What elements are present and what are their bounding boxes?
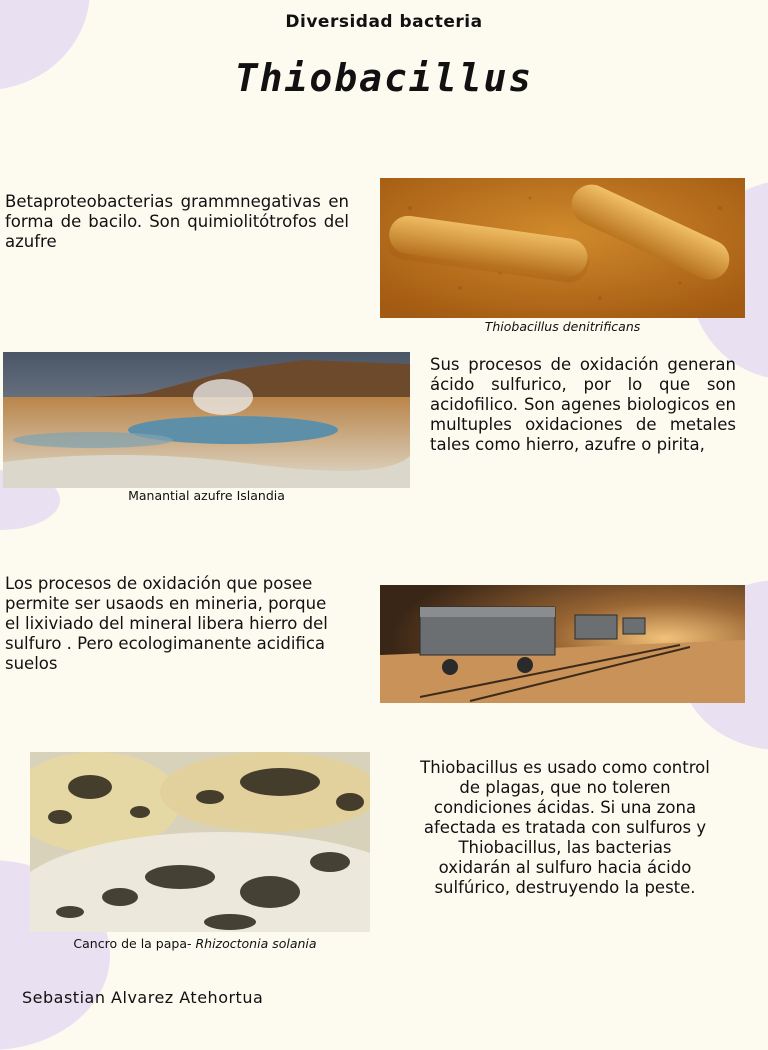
page-title: Thiobacillus [234,56,534,100]
section-2-caption: Manantial azufre Islandia [128,488,285,503]
mine-tunnel-image [380,585,745,703]
section-3-text: Los procesos de oxidación que posee permite ser usaods en mineria, porque el lixiviado del mineral libera hierro del sulfuro . Pero ecologimanente acidifica suelos [5,574,328,673]
section-2-text: Sus procesos de oxidación generan ácido sulfurico, por lo que son acidofilico. Son agenes biologicos en multuples oxidaciones de metales tales como hierro, azufre o pirita, [430,355,736,454]
bacilli-micrograph-image [380,178,745,318]
potato-scab-image [30,752,370,932]
section-1-text: Betaproteobacterias grammnegativas en forma de bacilo. Son quimiolitótrofos del azufre [5,192,349,251]
author-name: Sebastian Alvarez Atehortua [22,988,264,1007]
section-4-caption [0,936,390,951]
section-4-text: Thiobacillus es usado como control de plagas, que no toleren condiciones ácidas. Si una zona afectada es tratada con sulfuros y Thiobacillus, las bacterias oxidarán al sulfuro hacia ácido sulfúrico, destruyendo la peste. [420,758,710,897]
section-1-caption: Thiobacillus denitrificans [484,319,641,334]
caption-species: Rhizoctonia solania [195,936,317,951]
page-kicker: Diversidad bacteria [285,12,483,32]
caption-prefix: Cancro de la papa- [73,936,196,951]
hot-spring-image [3,352,410,488]
